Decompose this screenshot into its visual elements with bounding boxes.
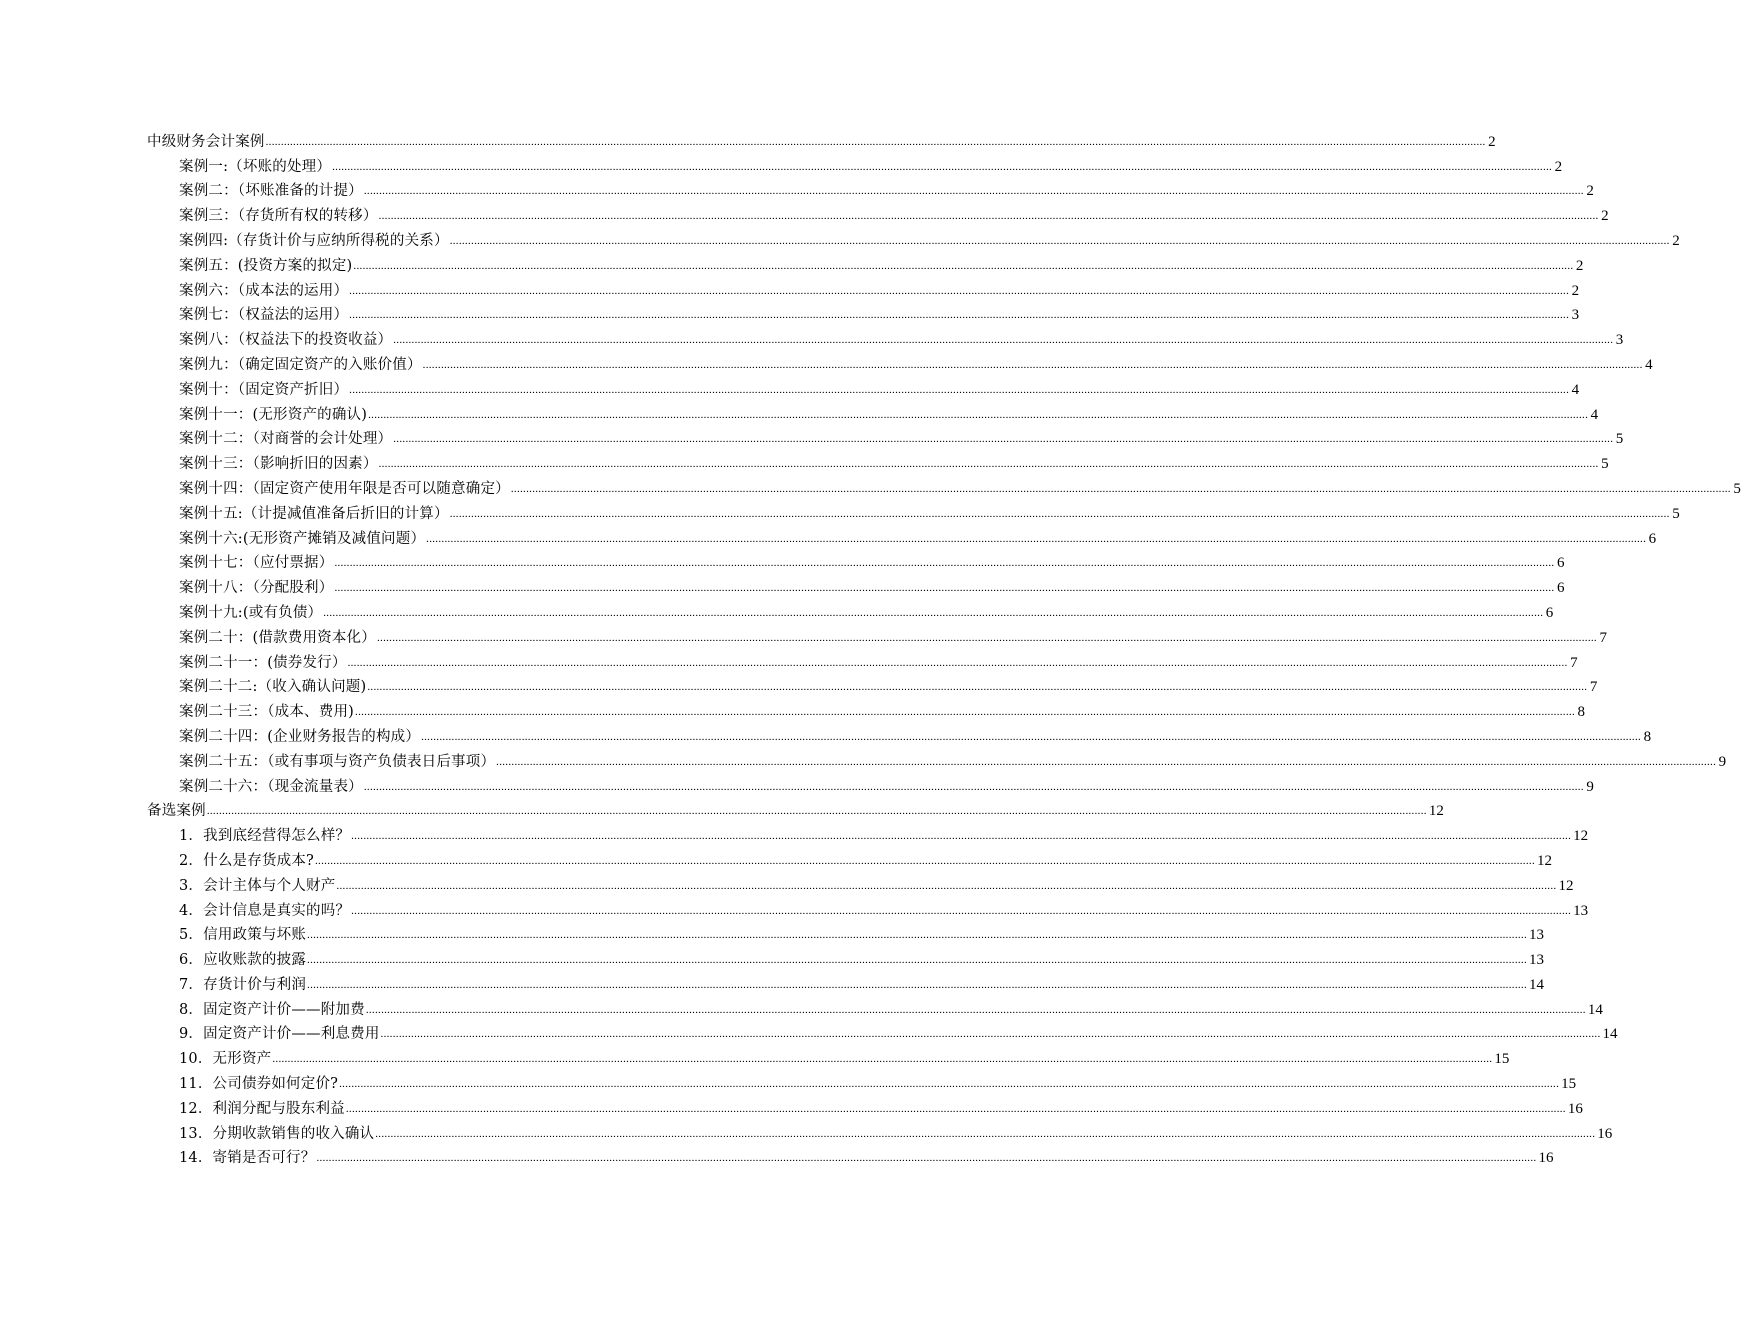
toc-page-number: 5 (1615, 431, 1624, 448)
toc-entry-11[interactable] (0, 399, 1599, 424)
toc-entry-title: 13．分期收款销售的收入确认 (179, 1125, 375, 1142)
toc-page-number: 12 (1558, 877, 1574, 894)
toc-entry-25[interactable] (0, 746, 1727, 771)
toc-entry-22[interactable] (0, 672, 1598, 697)
toc-entry-20[interactable] (0, 622, 1607, 647)
toc-page-number: 13 (1529, 952, 1545, 969)
toc-page-number: 5 (1672, 505, 1680, 522)
toc-entry-19[interactable] (0, 597, 1554, 622)
toc-entry-title: 案例八：（权益法下的投资收益） (179, 332, 393, 349)
toc-entry-title: 案例六：（成本法的运用） (179, 282, 349, 299)
toc-entry-title: 案例三：（存货所有权的转移） (179, 208, 378, 225)
toc-entry-41[interactable] (0, 1143, 1554, 1168)
toc-dot-leader: ................................................................................................................................................................................................................................................................................................................................................................................................................ (367, 681, 1588, 694)
toc-entry-title: 14．寄销是否可行？ (179, 1150, 316, 1167)
toc-dot-leader: ................................................................................................................................................................................................................................................................................................................................................................................................................ (206, 805, 1427, 818)
toc-page-number: 2 (1586, 183, 1594, 200)
toc-dot-leader: ................................................................................................................................................................................................................................................................................................................................................................................................................ (363, 185, 1584, 198)
toc-entry-18[interactable] (0, 572, 1565, 597)
toc-entry-title: 2．什么是存货成本? (179, 852, 314, 869)
toc-entry-5[interactable] (0, 250, 1584, 275)
toc-dot-leader: ................................................................................................................................................................................................................................................................................................................................................................................................................ (368, 408, 1589, 421)
toc-dot-leader: ................................................................................................................................................................................................................................................................................................................................................................................................................ (307, 954, 1528, 967)
toc-dot-leader: ................................................................................................................................................................................................................................................................................................................................................................................................................ (332, 160, 1553, 173)
toc-entry-title: 案例五：(投资方案的拟定) (179, 257, 353, 274)
toc-entry-35[interactable] (0, 994, 1603, 1019)
toc-entry-38[interactable] (0, 1068, 1577, 1093)
toc-entry-40[interactable] (0, 1118, 1613, 1143)
toc-entry-title: 12．利润分配与股东利益 (179, 1100, 345, 1117)
toc-dot-leader: ................................................................................................................................................................................................................................................................................................................................................................................................................ (449, 234, 1670, 247)
toc-dot-leader: ................................................................................................................................................................................................................................................................................................................................................................................................................ (347, 656, 1568, 669)
toc-page-number: 14 (1529, 976, 1545, 993)
toc-dot-leader: ................................................................................................................................................................................................................................................................................................................................................................................................................ (351, 830, 1572, 843)
toc-entry-37[interactable] (0, 1043, 1510, 1068)
toc-entry-title: 案例四:（存货计价与应纳所得税的关系） (179, 232, 449, 249)
toc-page-number: 12 (1573, 828, 1589, 845)
toc-entry-title: 10．无形资产 (179, 1051, 272, 1068)
toc-dot-leader: ................................................................................................................................................................................................................................................................................................................................................................................................................ (365, 1003, 1586, 1016)
toc-entry-8[interactable] (0, 324, 1624, 349)
toc-entry-12[interactable] (0, 424, 1624, 449)
toc-page-number: 6 (1556, 580, 1565, 597)
toc-page-number: 2 (1575, 257, 1584, 274)
toc-entry-30[interactable] (0, 870, 1574, 895)
toc-dot-leader: ................................................................................................................................................................................................................................................................................................................................................................................................................ (315, 854, 1535, 867)
toc-entry-24[interactable] (0, 721, 1652, 746)
toc-entry-16[interactable] (0, 523, 1657, 548)
toc-dot-leader: ................................................................................................................................................................................................................................................................................................................................................................................................................ (349, 383, 1570, 396)
toc-entry-6[interactable] (0, 275, 1580, 300)
toc-entry-title: 案例九：（确定固定资产的入账价值） (179, 356, 422, 373)
toc-entry-26[interactable] (0, 771, 1594, 796)
toc-dot-leader: ................................................................................................................................................................................................................................................................................................................................................................................................................ (378, 458, 1599, 471)
toc-entry-title: 案例十五:（计提减值准备后折旧的计算） (179, 505, 449, 522)
toc-section-0[interactable] (0, 126, 1496, 151)
toc-dot-leader: ................................................................................................................................................................................................................................................................................................................................................................................................................ (349, 284, 1570, 297)
toc-dot-leader: ................................................................................................................................................................................................................................................................................................................................................................................................................ (393, 334, 1614, 347)
toc-dot-leader: ................................................................................................................................................................................................................................................................................................................................................................................................................ (272, 1053, 1493, 1066)
toc-entry-34[interactable] (0, 969, 1545, 994)
toc-page-number: 8 (1577, 704, 1586, 721)
toc-dot-leader: ................................................................................................................................................................................................................................................................................................................................................................................................................ (355, 706, 1576, 719)
toc-entry-title: 案例二十四：(企业财务报告的构成） (179, 728, 421, 745)
toc-entry-title: 案例十六:(无形资产摊销及减值问题） (179, 530, 426, 547)
toc-entry-title: 9．固定资产计价——利息费用 (179, 1026, 380, 1043)
toc-dot-leader: ................................................................................................................................................................................................................................................................................................................................................................................................................ (351, 904, 1572, 917)
toc-page-number: 16 (1597, 1125, 1613, 1142)
toc-entry-title: 案例二十：(借款费用资本化） (179, 629, 376, 646)
toc-dot-leader: ................................................................................................................................................................................................................................................................................................................................................................................................................ (496, 755, 1717, 768)
toc-entry-title: 案例一:（坏账的处理） (179, 158, 332, 175)
toc-page-number: 2 (1488, 133, 1496, 150)
toc-page-number: 16 (1567, 1100, 1583, 1117)
toc-page-number: 5 (1601, 456, 1609, 473)
toc-entry-title: 备选案例 (147, 803, 206, 820)
toc-entry-title: 11．公司债券如何定价? (179, 1076, 339, 1093)
toc-entry-15[interactable] (0, 498, 1680, 523)
toc-page-number: 7 (1589, 679, 1598, 696)
toc-dot-leader: ................................................................................................................................................................................................................................................................................................................................................................................................................ (421, 730, 1642, 743)
toc-entry-title: 案例十四：（固定资产使用年限是否可以随意确定） (179, 480, 510, 497)
toc-dot-leader: ................................................................................................................................................................................................................................................................................................................................................................................................................ (375, 1127, 1596, 1140)
toc-page-number: 12 (1537, 852, 1552, 869)
toc-entry-39[interactable] (0, 1093, 1583, 1118)
toc-entry-title: 案例十二：（对商誉的会计处理） (179, 431, 393, 448)
toc-page-number: 6 (1556, 555, 1565, 572)
toc-dot-leader: ................................................................................................................................................................................................................................................................................................................................................................................................................ (426, 532, 1647, 545)
toc-page-number: 16 (1538, 1150, 1554, 1167)
toc-page-number: 7 (1599, 629, 1607, 646)
toc-entry-title: 案例十：（固定资产折旧） (179, 381, 349, 398)
toc-entry-4[interactable] (0, 225, 1680, 250)
toc-entry-title: 案例十九:(或有负债） (179, 604, 323, 621)
table-of-contents (0, 126, 1741, 1167)
toc-page-number: 2 (1554, 158, 1563, 175)
toc-dot-leader: ................................................................................................................................................................................................................................................................................................................................................................................................................ (353, 259, 1574, 272)
toc-page-number: 9 (1586, 778, 1594, 795)
toc-entry-14[interactable] (0, 473, 1741, 498)
toc-entry-title: 8．固定资产计价——附加费 (179, 1001, 365, 1018)
toc-dot-leader: ................................................................................................................................................................................................................................................................................................................................................................................................................ (336, 879, 1557, 892)
toc-entry-13[interactable] (0, 448, 1609, 473)
toc-page-number: 6 (1648, 530, 1657, 547)
toc-entry-title: 1．我到底经营得怎么样？ (179, 828, 351, 845)
toc-dot-leader: ................................................................................................................................................................................................................................................................................................................................................................................................................ (378, 210, 1599, 223)
toc-page-number: 12 (1428, 803, 1444, 820)
toc-entry-title: 案例二十六：（现金流量表） (179, 778, 363, 795)
toc-dot-leader: ................................................................................................................................................................................................................................................................................................................................................................................................................ (334, 582, 1555, 595)
toc-page-number: 14 (1602, 1026, 1618, 1043)
toc-entry-title: 案例十八：（分配股利） (179, 580, 334, 597)
toc-dot-leader: ................................................................................................................................................................................................................................................................................................................................................................................................................ (393, 433, 1614, 446)
toc-entry-17[interactable] (0, 548, 1565, 573)
toc-dot-leader: ................................................................................................................................................................................................................................................................................................................................................................................................................ (349, 309, 1570, 322)
toc-section-27[interactable] (0, 796, 1444, 821)
toc-entry-7[interactable] (0, 300, 1580, 325)
toc-entry-title: 3．会计主体与个人财产 (179, 877, 336, 894)
toc-entry-title: 案例七：（权益法的运用） (179, 307, 349, 324)
toc-entry-title: 案例二：（坏账准备的计提） (179, 183, 363, 200)
toc-page-number: 6 (1545, 604, 1554, 621)
toc-page-number: 2 (1672, 232, 1680, 249)
toc-page-number: 3 (1571, 307, 1580, 324)
toc-entry-title: 中级财务会计案例 (147, 133, 265, 150)
toc-entry-33[interactable] (0, 944, 1545, 969)
toc-page-number: 13 (1573, 902, 1589, 919)
toc-page-number: 15 (1494, 1051, 1510, 1068)
toc-entry-title: 案例二十一：(债券发行） (179, 654, 347, 671)
toc-dot-leader: ................................................................................................................................................................................................................................................................................................................................................................................................................ (422, 358, 1643, 371)
toc-entry-title: 7．存货计价与利润 (179, 976, 307, 993)
toc-dot-leader: ................................................................................................................................................................................................................................................................................................................................................................................................................ (345, 1102, 1566, 1115)
toc-entry-21[interactable] (0, 647, 1578, 672)
toc-page-number: 4 (1571, 381, 1580, 398)
toc-entry-36[interactable] (0, 1019, 1618, 1044)
toc-dot-leader: ................................................................................................................................................................................................................................................................................................................................................................................................................ (334, 557, 1555, 570)
toc-page-number: 3 (1615, 332, 1624, 349)
toc-entry-title: 案例十七：（应付票据） (179, 555, 334, 572)
toc-dot-leader: ................................................................................................................................................................................................................................................................................................................................................................................................................ (265, 135, 1486, 148)
toc-entry-29[interactable] (0, 845, 1552, 870)
toc-entry-title: 4．会计信息是真实的吗？ (179, 902, 351, 919)
toc-entry-23[interactable] (0, 696, 1586, 721)
toc-entry-3[interactable] (0, 200, 1609, 225)
toc-dot-leader: ................................................................................................................................................................................................................................................................................................................................................................................................................ (376, 631, 1597, 644)
toc-entry-9[interactable] (0, 349, 1653, 374)
toc-dot-leader: ................................................................................................................................................................................................................................................................................................................................................................................................................ (363, 780, 1584, 793)
toc-dot-leader: ................................................................................................................................................................................................................................................................................................................................................................................................................ (449, 507, 1670, 520)
toc-dot-leader: ................................................................................................................................................................................................................................................................................................................................................................................................................ (323, 606, 1544, 619)
toc-entry-1[interactable] (0, 151, 1563, 176)
toc-dot-leader: ................................................................................................................................................................................................................................................................................................................................................................................................................ (316, 1152, 1537, 1165)
toc-entry-title: 案例十一：(无形资产的确认) (179, 406, 368, 423)
toc-page-number: 8 (1643, 728, 1652, 745)
toc-page-number: 7 (1570, 654, 1578, 671)
toc-entry-title: 6．应收账款的披露 (179, 952, 307, 969)
toc-entry-28[interactable] (0, 820, 1589, 845)
toc-dot-leader: ................................................................................................................................................................................................................................................................................................................................................................................................................ (510, 482, 1731, 495)
toc-page-number: 5 (1733, 480, 1741, 497)
toc-dot-leader: ................................................................................................................................................................................................................................................................................................................................................................................................................ (307, 929, 1528, 942)
toc-entry-title: 案例二十二:（收入确认问题) (179, 679, 367, 696)
toc-page-number: 4 (1645, 356, 1653, 373)
toc-entry-32[interactable] (0, 920, 1545, 945)
toc-dot-leader: ................................................................................................................................................................................................................................................................................................................................................................................................................ (380, 1028, 1601, 1041)
toc-page-number: 2 (1571, 282, 1580, 299)
toc-entry-31[interactable] (0, 895, 1589, 920)
toc-dot-leader: ................................................................................................................................................................................................................................................................................................................................................................................................................ (339, 1078, 1560, 1091)
toc-page-number: 14 (1587, 1001, 1603, 1018)
toc-entry-title: 案例二十五：（或有事项与资产负债表日后事项） (179, 753, 496, 770)
toc-dot-leader: ................................................................................................................................................................................................................................................................................................................................................................................................................ (307, 978, 1528, 991)
toc-page-number: 9 (1718, 753, 1727, 770)
toc-entry-title: 案例二十三：（成本、费用) (179, 704, 355, 721)
toc-page-number: 13 (1529, 927, 1545, 944)
toc-page-number: 4 (1590, 406, 1599, 423)
toc-entry-10[interactable] (0, 374, 1580, 399)
toc-entry-title: 案例十三：（影响折旧的因素） (179, 456, 378, 473)
toc-page-number: 15 (1561, 1076, 1577, 1093)
toc-page-number: 2 (1601, 208, 1609, 225)
toc-entry-2[interactable] (0, 176, 1594, 201)
toc-entry-title: 5．信用政策与坏账 (179, 927, 307, 944)
